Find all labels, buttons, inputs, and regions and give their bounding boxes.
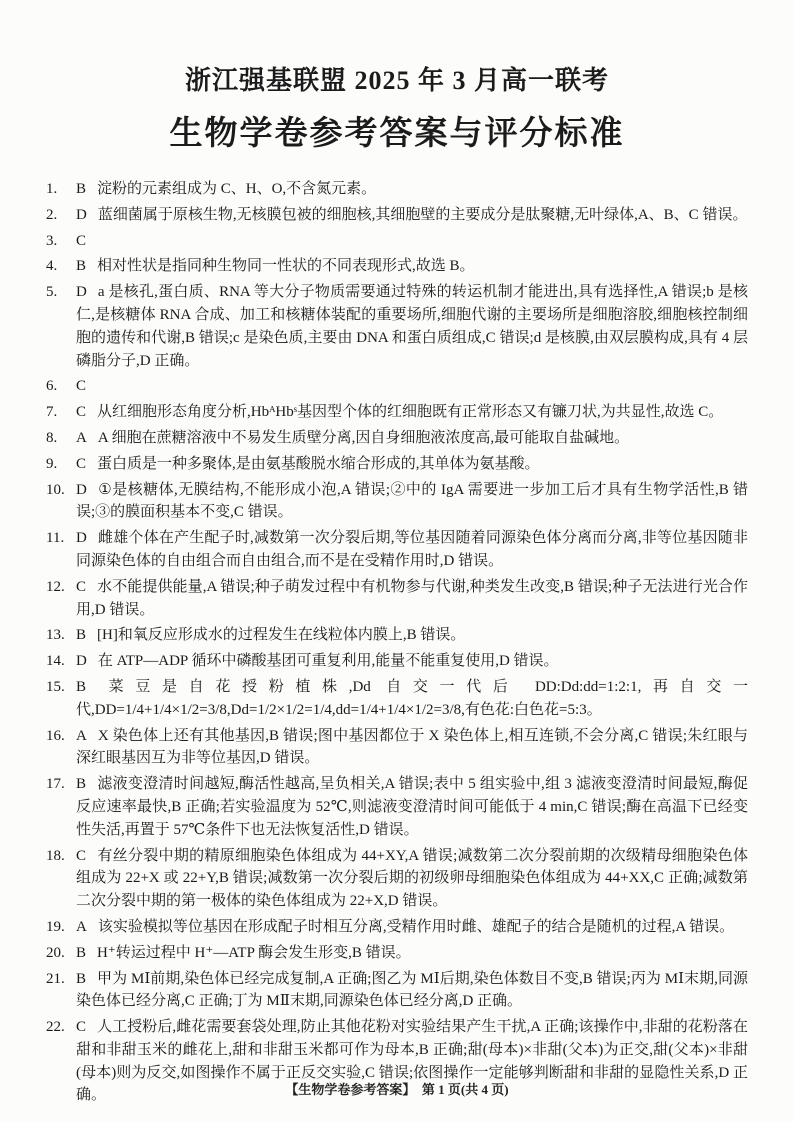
answer-letter: C	[76, 1019, 87, 1036]
answer-letter: B	[76, 627, 87, 644]
answer-number: 14.	[46, 653, 65, 670]
answer-letter: A	[76, 918, 87, 935]
answer-explanation: 相对性状是指同种生物同一性状的不同表现形式,故选 B。	[97, 258, 475, 275]
answer-explanation: X 染色体上还有其他基因,B 错误;图中基因都位于 X 染色体上,相互连锁,不会分离,C 错误;朱红眼与深红眼基因互为非等位基因,D 错误。	[76, 727, 748, 767]
answer-letter: D	[76, 284, 87, 301]
answer-letter: D	[76, 530, 87, 547]
answer-item	[46, 375, 748, 398]
answer-explanation: 滤液变澄清时间越短,酶活性越高,呈负相关,A 错误;表中 5 组实验中,组 3 滤液变澄清时间最短,酶促反应速率最快,B 正确;若实验温度为 52℃,则滤液变澄清时间可能低于 4 min,C 错误;酶在高温下已经变性失活,再置于 57℃条件下也无法恢复活性,D 错误。	[76, 776, 748, 838]
answer-number: 10.	[46, 481, 65, 498]
answer-number: 5.	[46, 284, 58, 301]
answer-item	[46, 916, 748, 939]
answer-letter: D	[76, 653, 87, 670]
answer-key-title: 生物学卷参考答案与评分标准	[169, 116, 625, 152]
answer-item	[46, 453, 748, 476]
answer-number: 21.	[46, 970, 65, 987]
answer-letter: B	[76, 970, 87, 987]
answer-item	[46, 479, 748, 525]
answer-item	[46, 676, 748, 722]
answer-number: 16.	[46, 727, 65, 744]
answer-item	[46, 527, 748, 573]
answer-explanation: 淀粉的元素组成为 C、H、O,不含氮元素。	[97, 181, 377, 197]
answer-number: 8.	[46, 429, 58, 446]
answer-letter: A	[76, 727, 87, 744]
answer-item	[46, 401, 748, 424]
answer-explanation: 水不能提供能量,A 错误;种子萌发过程中有机物参与代谢,种类发生改变,B 错误;种子无法进行光合作用,D 错误。	[76, 578, 748, 618]
answer-number: 3.	[46, 232, 58, 249]
answer-explanation: H⁺转运过程中 H⁺—ATP 酶会发生形变,B 错误。	[97, 944, 411, 961]
answer-item	[46, 942, 748, 965]
answer-number: 18.	[46, 847, 65, 864]
exam-title: 浙江强基联盟 2025 年 3 月高一联考	[184, 66, 609, 95]
answer-explanation: 该实验模拟等位基因在形成配子时相互分离,受精作用时雌、雄配子的结合是随机的过程,A 错误。	[97, 918, 735, 935]
answer-letter: B	[76, 944, 87, 961]
answer-item	[46, 773, 748, 841]
page-footer: 【生物学卷参考答案】 第 1 页(共 4 页)	[285, 1082, 509, 1097]
answer-letter: B	[76, 776, 87, 793]
answer-explanation: 从红细胞形态角度分析,HbᴬHbˢ基因型个体的红细胞既有正常形态又有镰刀状,为共显性,故选 C。	[97, 404, 724, 421]
answer-item	[46, 650, 748, 673]
answer-item	[46, 725, 748, 771]
answer-item	[46, 281, 748, 372]
answer-letter: D	[76, 481, 87, 498]
answer-number: 20.	[46, 944, 65, 961]
answer-number: 4.	[46, 258, 58, 275]
answer-item	[46, 427, 748, 450]
answer-letter: C	[76, 578, 87, 595]
answer-letter: C	[76, 232, 87, 249]
answer-explanation: 在 ATP—ADP 循环中磷酸基团可重复利用,能量不能重复使用,D 错误。	[97, 653, 559, 670]
answer-number: 11.	[46, 530, 65, 547]
answer-number: 19.	[46, 918, 65, 935]
answer-explanation: a 是核孔,蛋白质、RNA 等大分子物质需要通过特殊的转运机制才能进出,具有选择性,A 错误;b 是核仁,是核糖体 RNA 合成、加工和核糖体装配的重要场所,细胞代谢的主要场所是细胞溶胶,细胞核控制细胞的遗传和代谢,B 错误;c 是染色质,主要由 DNA 和蛋白质组成,C 错误;d 是核膜,由双层膜构成,具有 4 层磷脂分子,D 正确。	[76, 284, 748, 369]
answer-number: 13.	[46, 627, 65, 644]
answer-explanation: [H]和氧反应形成水的过程发生在线粒体内膜上,B 错误。	[97, 627, 466, 644]
answer-letter: B	[76, 181, 87, 197]
answer-item	[46, 576, 748, 622]
answer-list	[46, 178, 748, 1107]
answer-letter: B	[76, 258, 87, 275]
answer-number: 1.	[46, 181, 58, 197]
answer-item	[46, 255, 748, 278]
answer-letter: C	[76, 404, 87, 421]
answer-explanation: ①是核糖体,无膜结构,不能形成小泡,A 错误;②中的 IgA 需要进一步加工后才具有生物学活性,B 错误;③的膜面积基本不变,C 错误。	[76, 481, 748, 521]
answer-number: 2.	[46, 206, 58, 223]
answer-letter: C	[76, 847, 87, 864]
answer-letter: C	[76, 378, 87, 395]
answer-explanation: 菜豆是自花授粉植株,Dd 自交一代后 DD:Dd:dd=1:2:1,再自交一代,DD=1/4+1/4×1/2=3/8,Dd=1/2×1/2=1/4,dd=1/4+1/4×1/2=3/8,有色花:白色花=5:3。	[76, 678, 748, 718]
answer-explanation: 人工授粉后,雌花需要套袋处理,防止其他花粉对实验结果产生干扰,A 正确;该操作中,非甜的花粉落在甜和非甜玉米的雌花上,甜和非甜玉米都可作为母本,B 正确;甜(母本)×非甜(父本)为正交,甜(父本)×非甜(母本)则为反交,如图操作不属于正反交实验,C 错误;依图操作一定能够判断甜和非甜的显隐性关系,D 正确。	[76, 1019, 748, 1104]
answer-number: 17.	[46, 776, 65, 793]
answer-letter: D	[76, 206, 87, 223]
answer-item	[46, 230, 748, 253]
answer-explanation: A 细胞在蔗糖溶液中不易发生质壁分离,因自身细胞液浓度高,最可能取自盐碱地。	[97, 429, 630, 446]
answer-item	[46, 845, 748, 913]
answer-number: 7.	[46, 404, 58, 421]
answer-number: 22.	[46, 1019, 65, 1036]
answer-explanation: 有丝分裂中期的精原细胞染色体组成为 44+XY,A 错误;减数第二次分裂前期的次级精母细胞染色体组成为 22+X 或 22+Y,B 错误;减数第一次分裂后期的初级卵母细胞染色体组成为 44+XX,C 正确;减数第二次分裂中期的第一极体的染色体组成为 22+X,D 错误。	[76, 847, 748, 910]
answer-explanation: 蛋白质是一种多聚体,是由氨基酸脱水缩合形成的,其单体为氨基酸。	[97, 455, 540, 472]
answer-explanation: 蓝细菌属于原核生物,无核膜包被的细胞核,其细胞壁的主要成分是肽聚糖,无叶绿体,A、B、C 错误。	[97, 206, 748, 223]
answer-explanation: 甲为 MⅠ前期,染色体已经完成复制,A 正确;图乙为 MⅠ后期,染色体数目不变,B 错误;丙为 MⅠ末期,同源染色体已经分离,C 正确;丁为 MⅡ末期,同源染色体已经分离,D 正确。	[76, 970, 748, 1010]
answer-item	[46, 204, 748, 227]
answer-letter: C	[76, 455, 87, 472]
answer-explanation: 雌雄个体在产生配子时,减数第一次分裂后期,等位基因随着同源染色体分离而分离,非等位基因随非同源染色体的自由组合而自由组合,而不是在受精作用时,D 错误。	[76, 530, 748, 569]
answer-number: 6.	[46, 378, 58, 395]
answer-number: 15.	[46, 678, 65, 695]
answer-item	[46, 624, 748, 647]
answer-item	[46, 968, 748, 1014]
answer-letter: A	[76, 429, 87, 446]
answer-item	[46, 178, 748, 201]
answer-number: 12.	[46, 578, 65, 595]
answer-letter: B	[76, 678, 87, 695]
answer-number: 9.	[46, 455, 58, 472]
